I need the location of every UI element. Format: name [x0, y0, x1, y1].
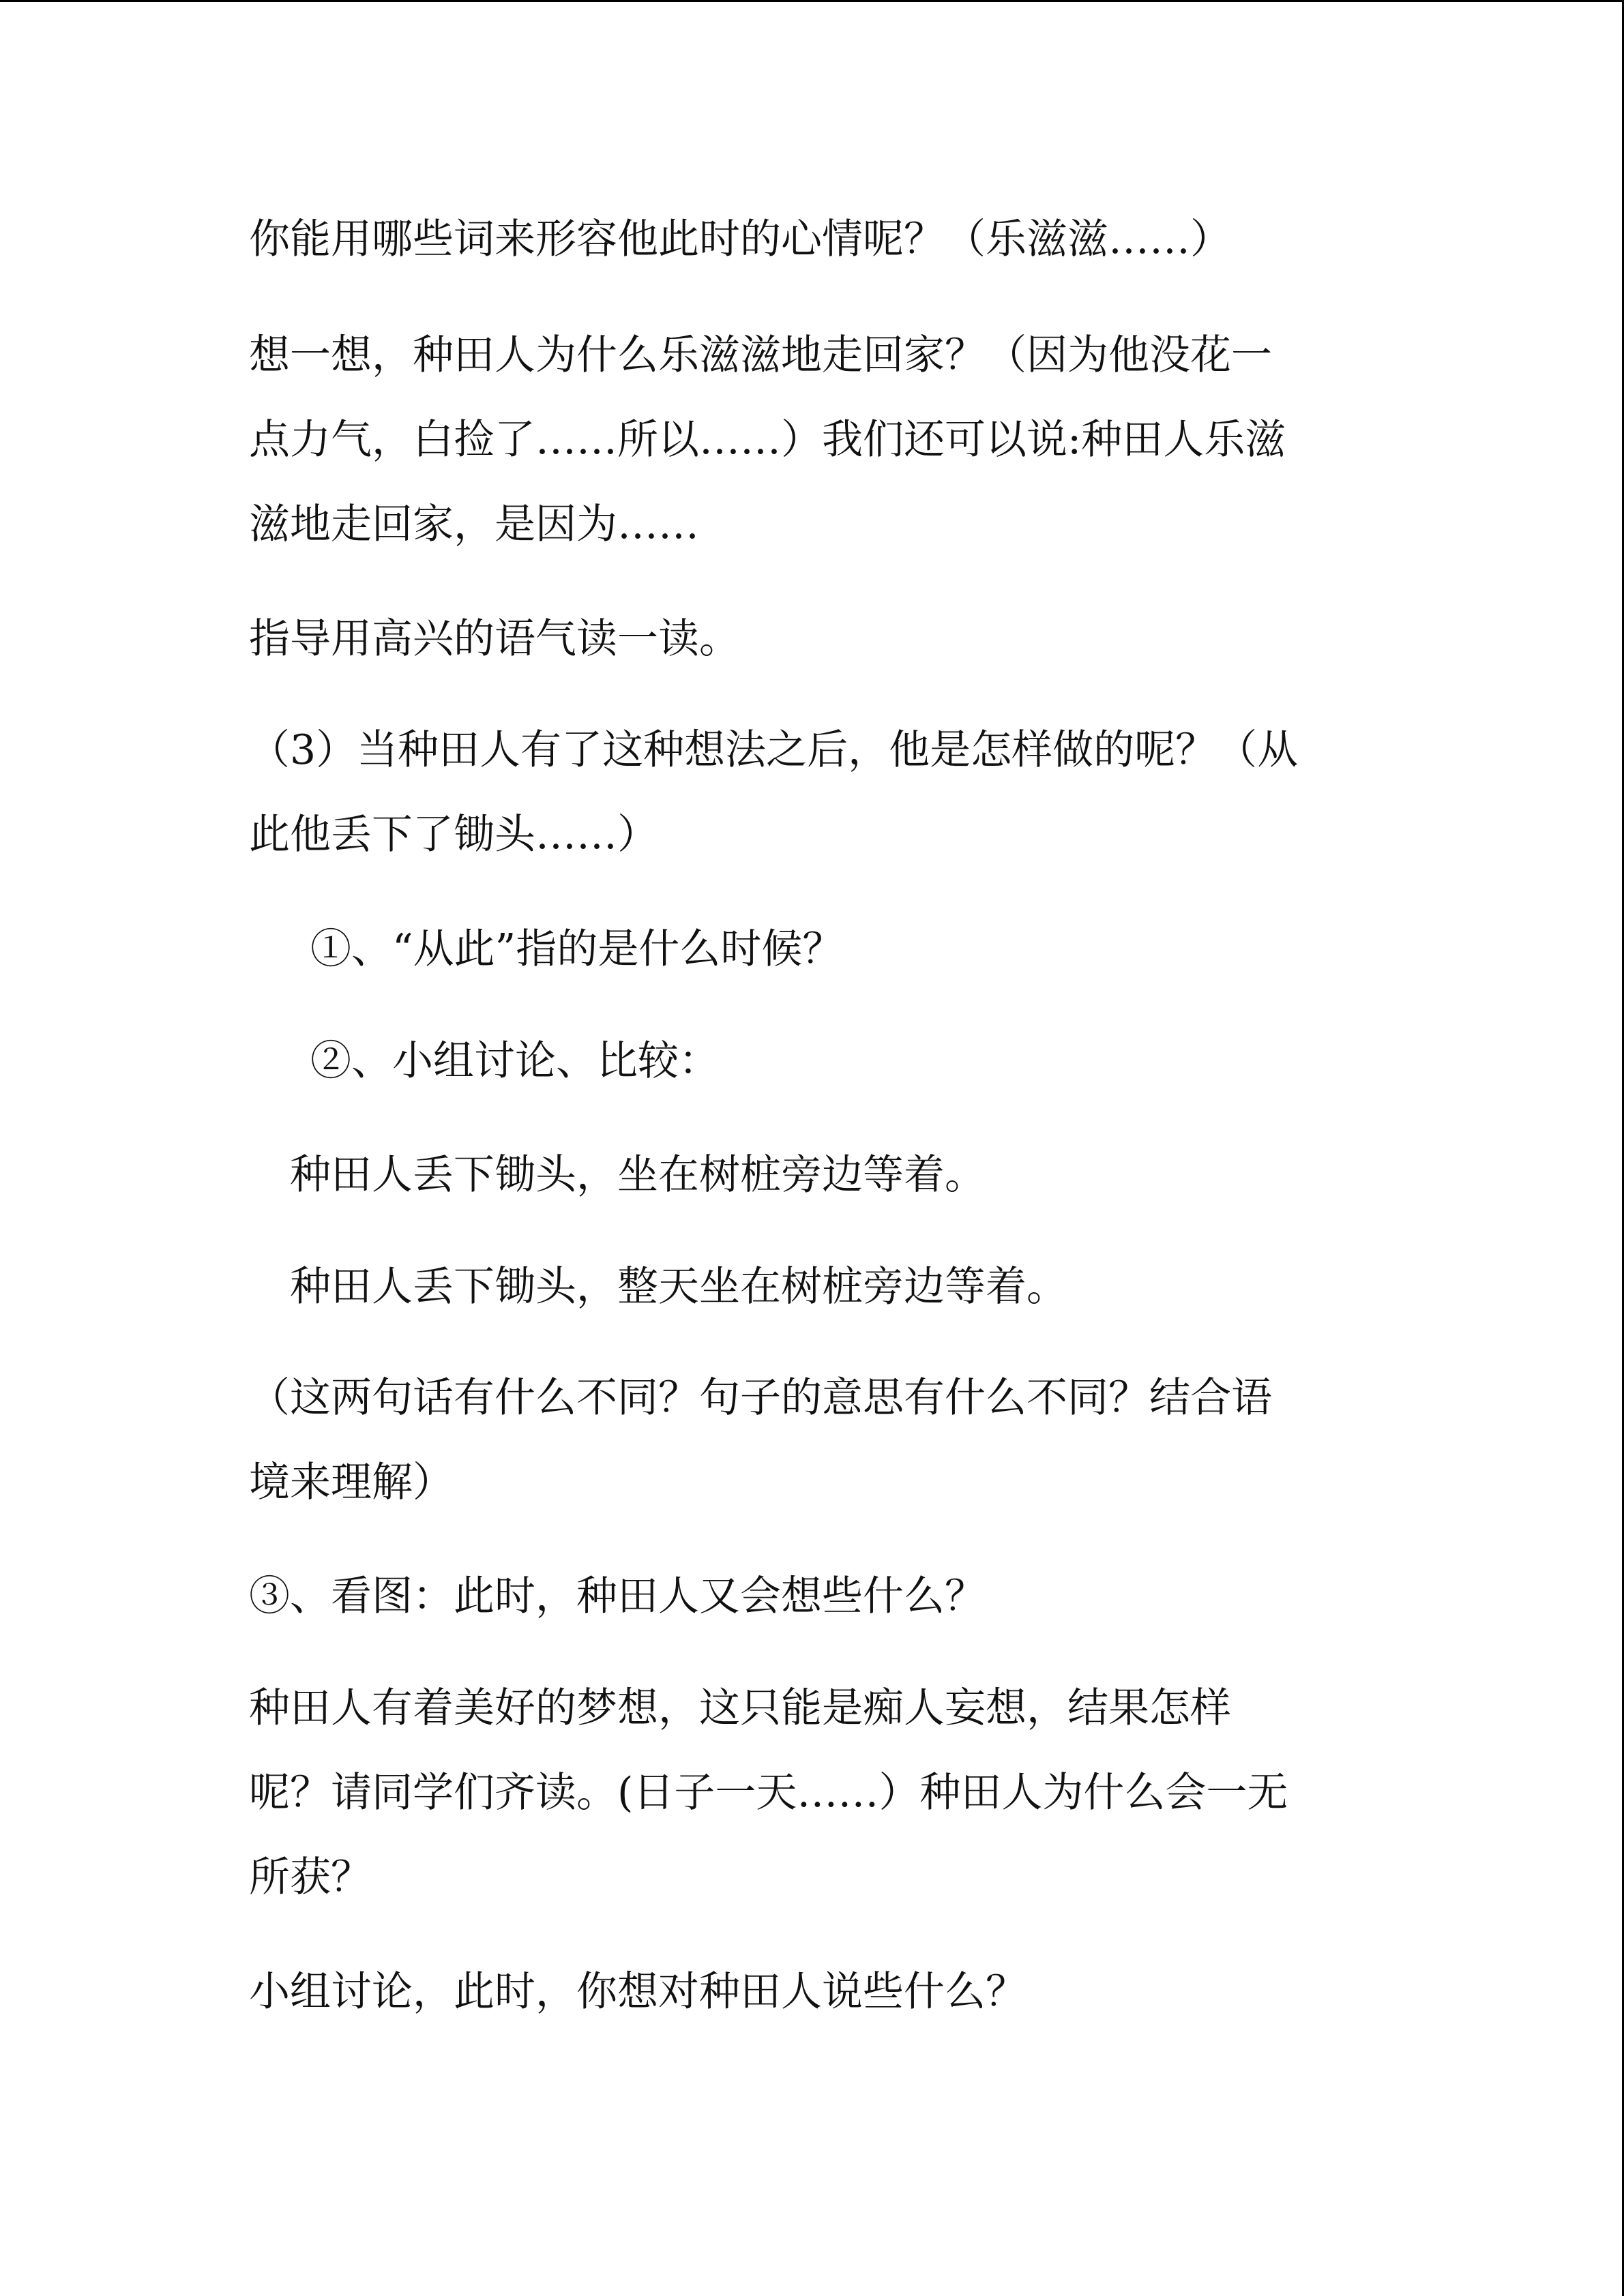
paragraph-line-10: 种田人丢下锄头，坐在树桩旁边等着。	[290, 1151, 986, 1199]
paragraph-line-9: ②、小组讨论、比较：	[310, 1037, 720, 1085]
paragraph-line-17: 所获？	[249, 1853, 372, 1901]
paragraph-line-12: （这两句话有什么不同？句子的意思有什么不同？结合语	[249, 1374, 1272, 1422]
paragraph-line-6: （3）当种田人有了这种想法之后，他是怎样做的呢？（从	[249, 726, 1299, 774]
paragraph-line-8: ①、“从此”指的是什么时候？	[310, 925, 844, 973]
paragraph-line-13: 境来理解）	[249, 1459, 454, 1506]
paragraph-line-5: 指导用高兴的语气读一读。	[249, 615, 740, 663]
paragraph-line-15: 种田人有着美好的梦想，这只能是痴人妄想，结果怎样	[249, 1684, 1231, 1732]
paragraph-line-18: 小组讨论，此时，你想对种田人说些什么？	[249, 1968, 1027, 2016]
paragraph-line-11: 种田人丢下锄头，整天坐在树桩旁边等着。	[290, 1263, 1067, 1311]
paragraph-line-1: 你能用哪些词来形容他此时的心情呢？（乐滋滋……）	[249, 215, 1231, 263]
paragraph-line-16: 呢？请同学们齐读。(日子一天……）种田人为什么会一无	[249, 1769, 1288, 1817]
paragraph-line-3: 点力气，白捡了……所以……）我们还可以说:种田人乐滋	[249, 416, 1286, 464]
paragraph-line-2: 想一想，种田人为什么乐滋滋地走回家？（因为他没花一	[249, 331, 1272, 379]
paragraph-line-14: ③、看图：此时，种田人又会想些什么？	[249, 1572, 986, 1620]
paragraph-line-7: 此他丢下了锄头……）	[249, 811, 658, 859]
paragraph-line-4: 滋地走回家，是因为……	[249, 501, 699, 548]
